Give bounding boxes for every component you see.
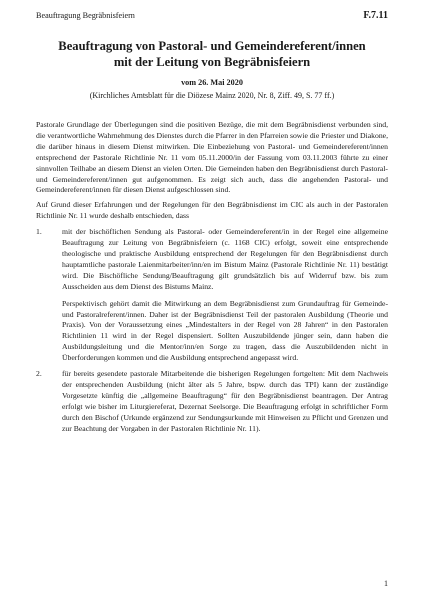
document-title (36, 38, 388, 70)
lead-paragraph: Auf Grund dieser Erfahrungen und der Regelungen für den Begräbnisdienst im CIC als auch in der Pastoralen Richtlinie Nr. 11 wurde deshalb entschieden, dass (36, 200, 388, 221)
running-header-title: Beauftragung Begräbnisfeiern (36, 11, 135, 20)
page-number: 1 (384, 579, 388, 588)
list-item (36, 369, 388, 434)
list-item-text: mit der bischöflichen Sendung als Pastoral- oder Gemeindereferent/in in der Regel eine allgemeine Beauftragung zur Leitung von Begräbnisfeiern (c. 1168 CIC) erfolgt, soweit eine entsprechende theologische und praktische Ausbildung entsprechend der Regelungen für den Begräbnisdienst durch hauptamtliche pastorale Laienmitarbeiter/inn/en im Bistum Mainz (Pastorale Richtlinie Nr. 11) bestätigt wird. Die Bischöfliche Sendung/Beauftragung gilt grundsätzlich bis auf Widerruf bzw. bis zum Ausscheiden aus dem Dienst des Bistums Mainz. (62, 227, 388, 291)
document-date: vom 26. Mai 2020 (181, 78, 243, 87)
decision-list (36, 227, 388, 434)
list-item (36, 227, 388, 364)
intro-paragraph: Pastorale Grundlage der Überlegungen sind die positiven Bezüge, die mit dem Begräbnisdienst verbunden sind, die verantwortliche Wahrnehmung des Dienstes durch die Pfarrer in den Pfarreien sowie die Priester und Diakone, die darüber hinaus in diesem Dienst mitwirken. Die Einbeziehung von Pastoral- und Gemeindereferent/innen entsprechend der Pastorale Richtlinie Nr. 11 vom 05.11.2000/in der Fassung vom 03.11.2003 führte zu einer sinnvollen Teilhabe an diesem Dienst an vielen Orten. Die Gemeinden haben den Begräbnisdienst durch Pastoral- und Gemeindereferent/innen gut aufgenommen. Es zeigt sich auch, dass die angehenden Pastoral- und Gemeindereferent/innen für diesen Dienst aufgeschlossen sind. (36, 120, 388, 195)
document-title-line-2: mit der Leitung von Begräbnisfeiern (113, 55, 311, 69)
list-item-number: 2. (36, 369, 42, 379)
document-title-line-1: Beauftragung von Pastoral- und Gemeindereferent/innen (58, 39, 366, 53)
list-item-text: für bereits gesendete pastorale Mitarbeitende die bisherigen Regelungen fortgelten: Mit dem Nachweis der entsprechenden Ausbildung (nicht älter als 5 Jahre, bspw. durch das TPI) kann der zuständige Vorgesetzte künftig die „allgemeine Beauftragung“ für den Begräbnisdienst beantragen. Der Antrag erfolgt wie bisher im Liturgiereferat, Dezernat Seelsorge. Die Beauftragung erfolgt in schriftlicher Form durch den Bischof (Urkunde ergänzend zur Sendungsurkunde mit Hinweisen zu Pflicht und Grenzen und zur Beachtung der Vorgaben in der Pastoralen Richtlinie Nr. 11). (62, 369, 388, 433)
document-source: (Kirchliches Amtsblatt für die Diözese Mainz 2020, Nr. 8, Ziff. 49, S. 77 ff.) (89, 91, 335, 100)
running-header (36, 10, 388, 24)
list-item-subparagraph: Perspektivisch gehört damit die Mitwirkung an dem Begräbnisdienst zum Grundauftrag für Gemeinde- und Pastoralreferent/innen. Daher ist der Begräbnisdienst Teil der pastoralen Ausbildung (Theorie und Praxis). Von der Voraussetzung eines „Mindestalters in der Regel von 28 Jahren“ in den Pastoralen Richtlinien 11 wird in der Regel dispensiert. Sollten Auszubildende jünger sein, dann haben die Ausbildungsleitung und die Mentor/inn/en Sorge zu tragen, dass die Auszubildenden nicht in Überforderungen kommen und die Ausbildung entsprechend angepasst wird. (62, 298, 388, 363)
document-number: F.7.11 (363, 10, 388, 21)
document-body (36, 120, 388, 434)
list-item-number: 1. (36, 227, 42, 237)
